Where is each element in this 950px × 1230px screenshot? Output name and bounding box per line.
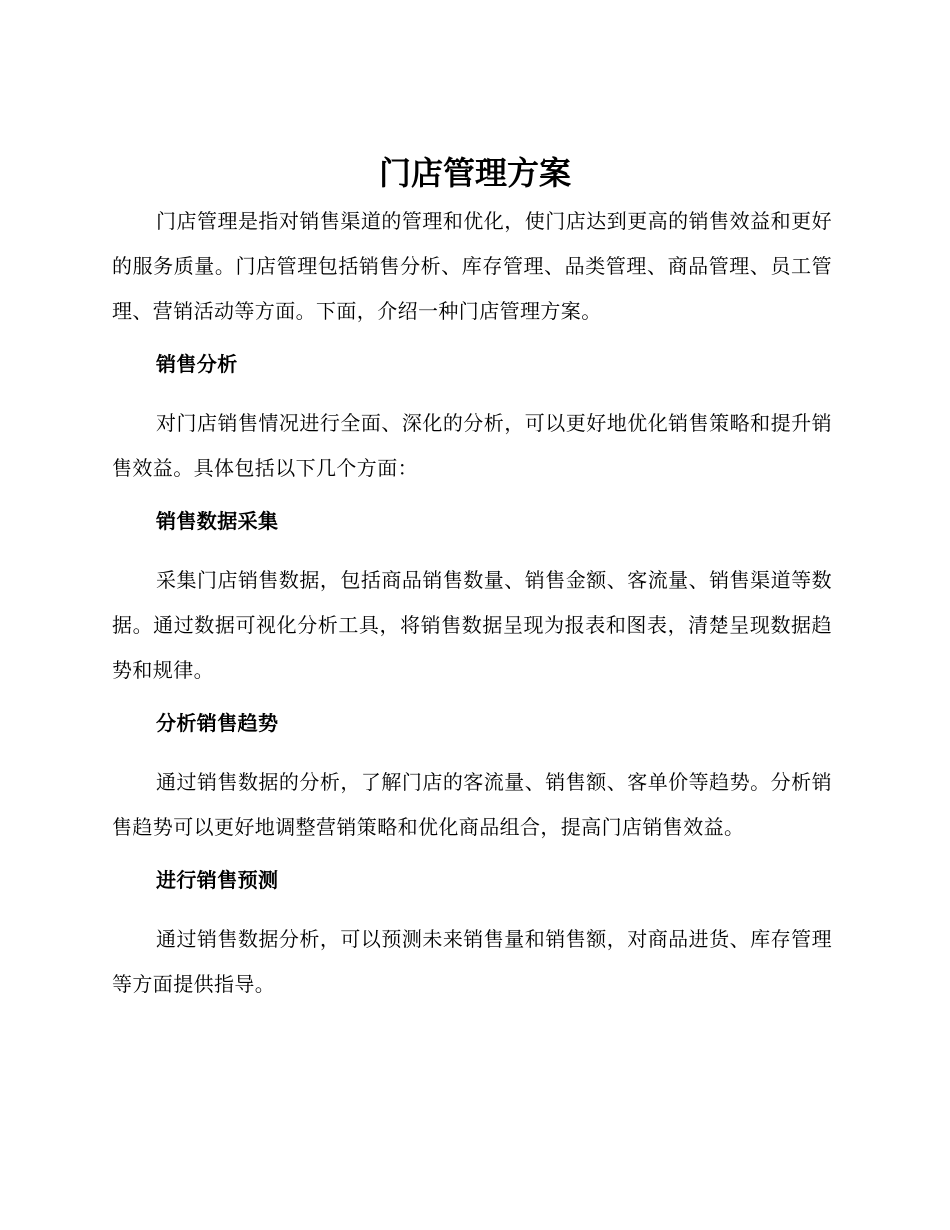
document-title: 门店管理方案 (378, 154, 571, 192)
section-body-data-collection: 采集门店销售数据，包括商品销售数量、销售金额、客流量、销售渠道等数据。通过数据可视化分析工具，将销售数据呈现为报表和图表，清楚呈现数据趋势和规律。 (112, 568, 832, 682)
section-heading-data-collection: 销售数据采集 (156, 509, 279, 533)
section-body-sales-forecast: 通过销售数据分析，可以预测未来销售量和销售额，对商品进货、库存管理等方面提供指导。 (112, 927, 832, 996)
section-body-sales-analysis: 对门店销售情况进行全面、深化的分析，可以更好地优化销售策略和提升销售效益。具体包括以下几个方面： (112, 411, 832, 480)
section-heading-sales-trend: 分析销售趋势 (156, 711, 279, 735)
document-body (112, 199, 832, 1007)
section-heading-sales-analysis: 销售分析 (156, 352, 238, 376)
section-body-sales-trend: 通过销售数据的分析，了解门店的客流量、销售额、客单价等趋势。分析销售趋势可以更好地调整营销策略和优化商品组合，提高门店销售效益。 (112, 770, 832, 839)
section-heading-sales-forecast: 进行销售预测 (156, 868, 279, 892)
intro-paragraph: 门店管理是指对销售渠道的管理和优化，使门店达到更高的销售效益和更好的服务质量。门店管理包括销售分析、库存管理、品类管理、商品管理、员工管理、营销活动等方面。下面，介绍一种门店管理方案。 (112, 209, 832, 323)
